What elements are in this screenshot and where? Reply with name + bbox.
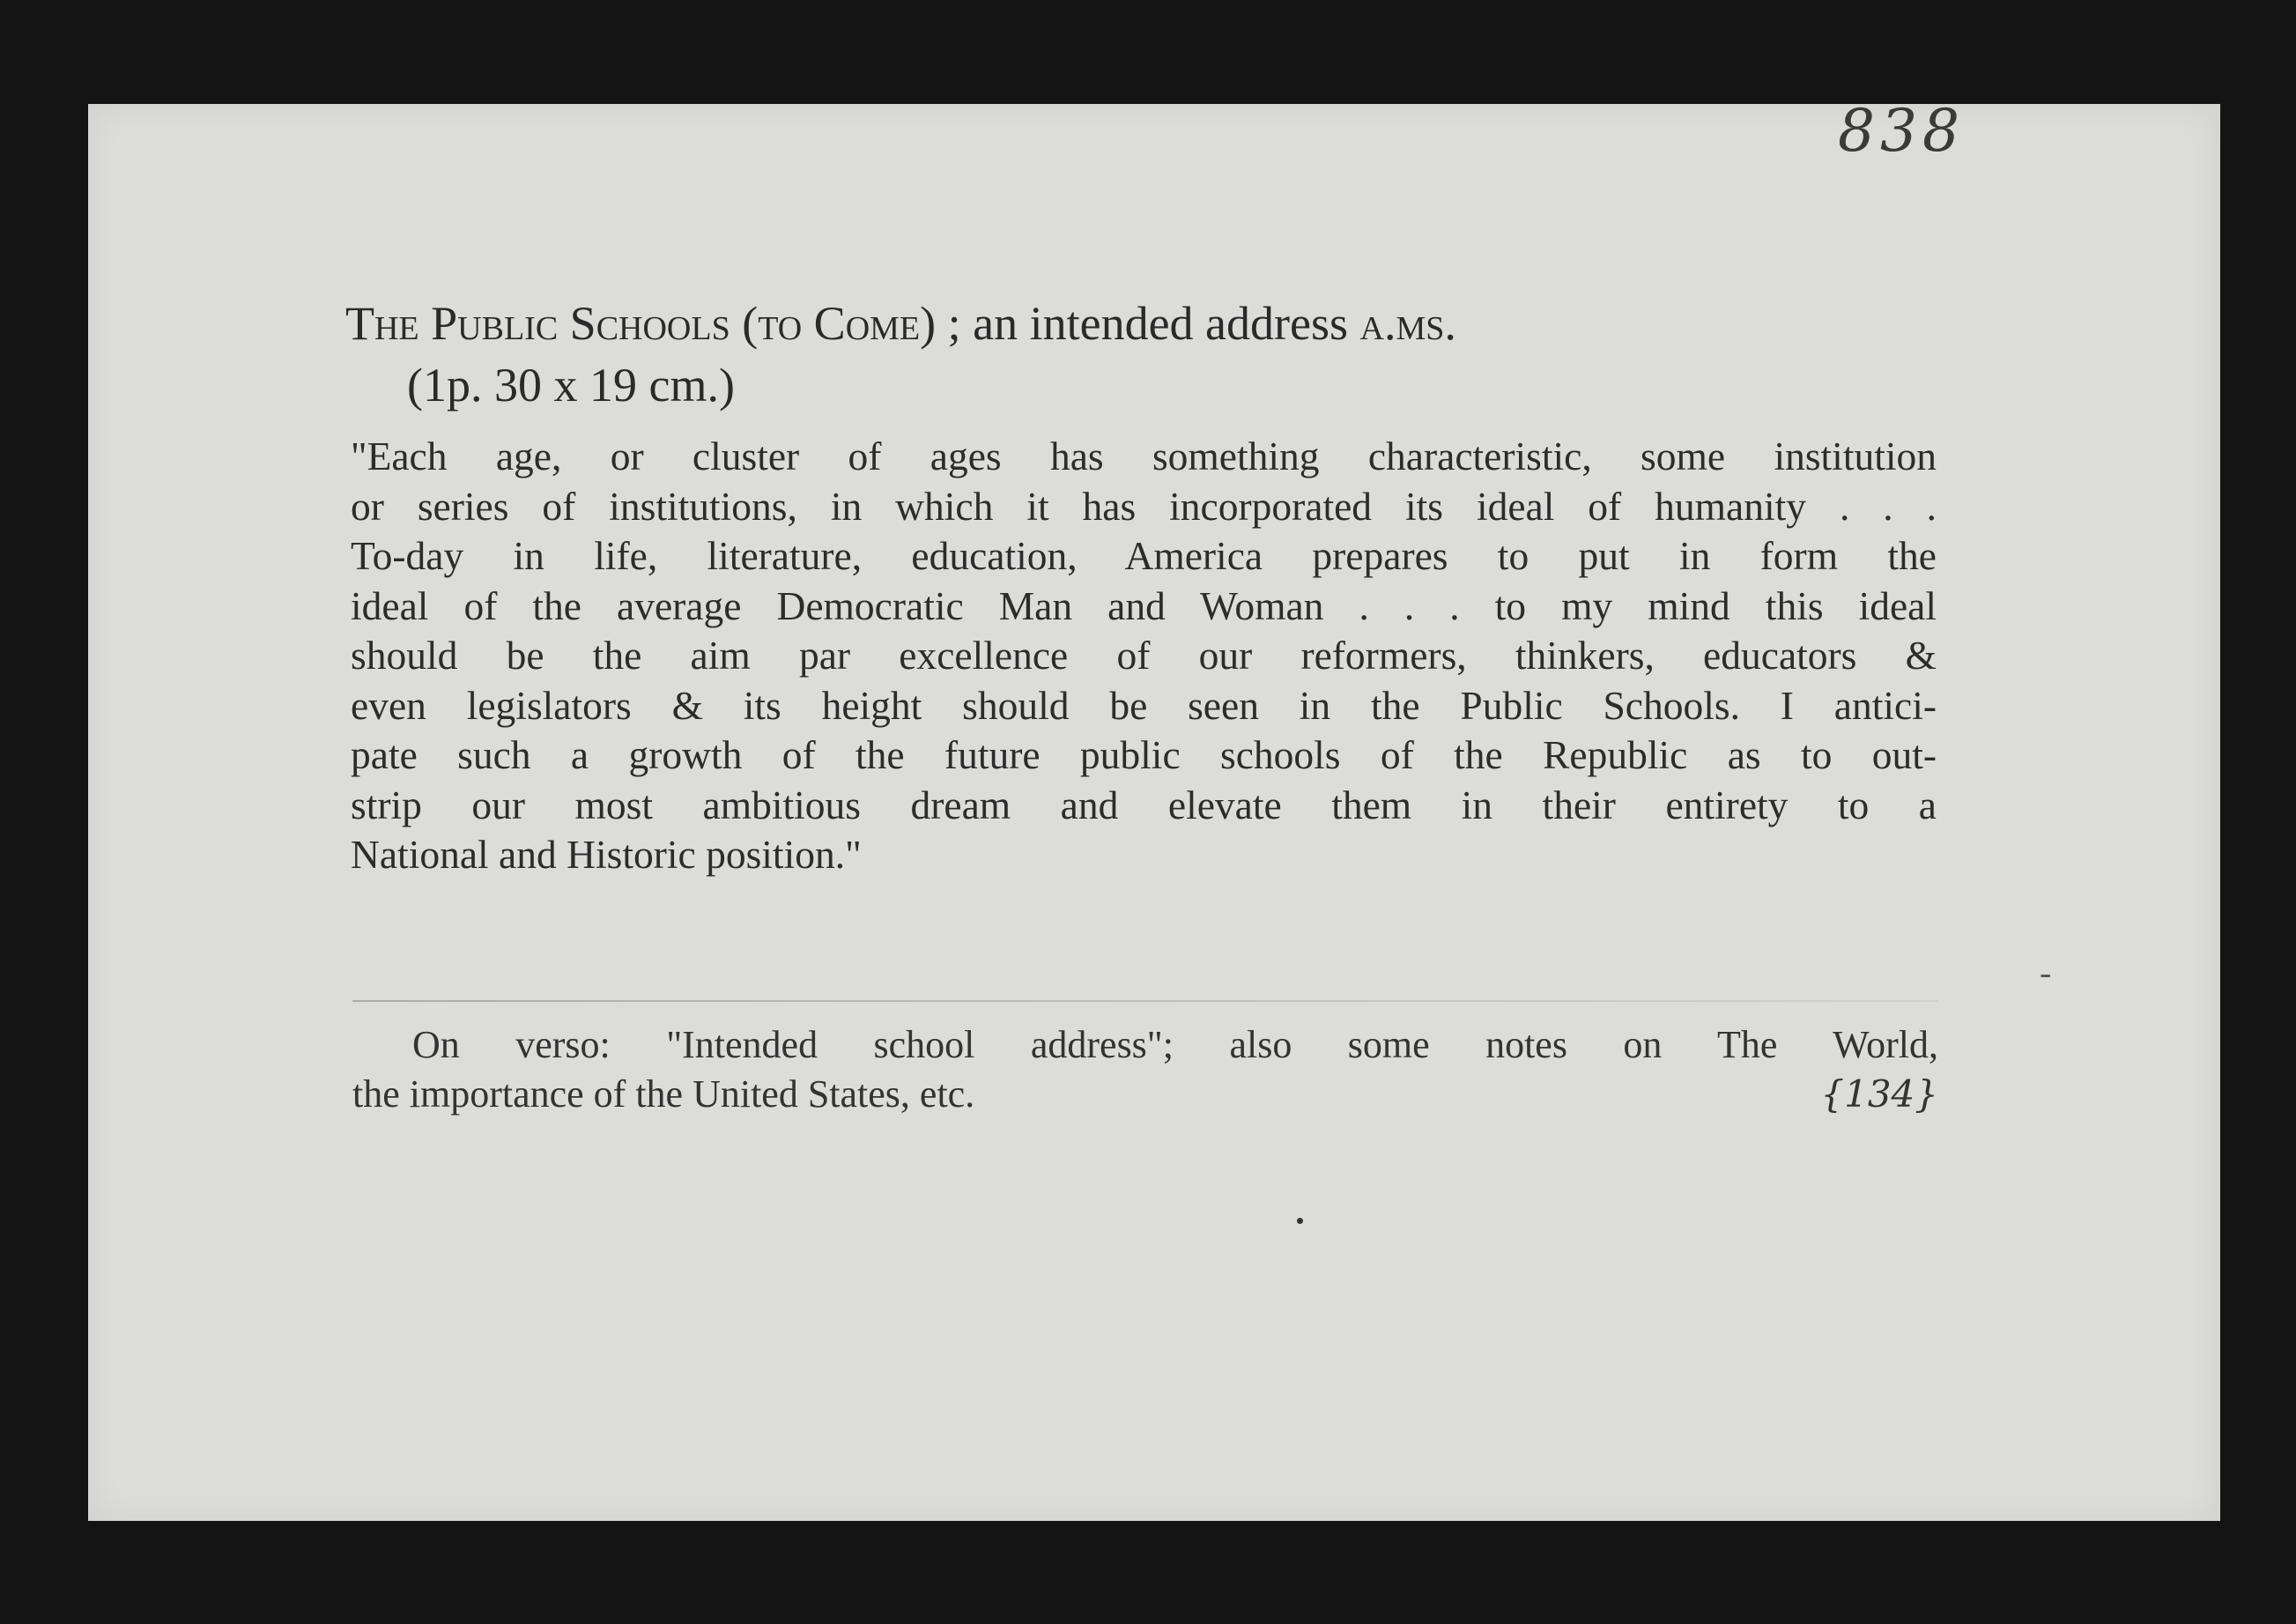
verso-note [352, 1020, 1938, 1119]
quote-line: even legislators & its height should be seen in the Public Schools. I antici- [351, 682, 1937, 728]
quote-line: "Each age, or cluster of ages has something characteristic, some institution [351, 434, 1937, 478]
pencil-mark: - [2040, 953, 2052, 992]
quote-line: strip our most ambitious dream and elevate them in their entirety to a [351, 782, 1937, 827]
quote-line: or series of institutions, in which it has incorporated its ideal of humanity . . . [351, 483, 1937, 529]
catalog-card [88, 97, 2220, 1521]
entry-title [345, 293, 2019, 416]
verso-line-2 [352, 1070, 1938, 1119]
verso-line-1: On verso: "Intended school address"; also some notes on The World, [412, 1023, 1938, 1066]
title-main: The Public Schools [345, 297, 730, 350]
title-line [345, 293, 2019, 354]
title-parenthetical: (to Come) [742, 297, 937, 350]
quote-line: should be the aim par excellence of our reformers, thinkers, educators & [351, 633, 1937, 678]
quote-line: pate such a growth of the future public schools of the Republic as to out- [351, 732, 1937, 777]
quote-line: ideal of the average Democratic Man and Woman . . . to my mind this ideal [351, 582, 1937, 628]
title-format: a.ms. [1359, 297, 1456, 350]
title-description: ; an intended address [947, 297, 1348, 350]
verso-line-2-text: the importance of the United States, etc. [352, 1072, 975, 1116]
ink-dot [1297, 1218, 1303, 1224]
quote-line: To-day in life, literature, education, America prepares to put in form the [351, 533, 1937, 578]
section-divider [352, 1000, 1938, 1002]
handwritten-catalog-number: 838 [1838, 97, 1965, 165]
page-reference: {134} [1820, 1072, 1938, 1116]
title-physical-description: (1p. 30 x 19 cm.) [407, 359, 735, 412]
quote-line: National and Historic position." [351, 832, 862, 877]
quotation [351, 432, 1937, 880]
